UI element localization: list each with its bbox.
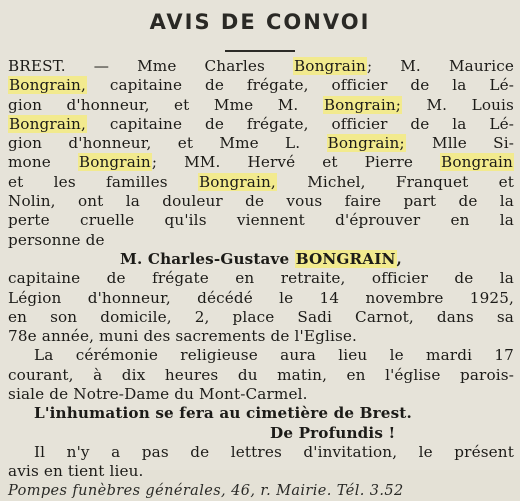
highlighted-name: Bongrain,	[9, 76, 86, 95]
text-line-2: Bongrain, capitaine de frégate, officier de la Lé-	[9, 76, 514, 95]
text-line-12: capitaine de frégate en retraite, officier de la	[8, 269, 514, 288]
de-profundis-line: De Profundis !	[270, 423, 396, 442]
title-divider	[225, 50, 295, 52]
text-line-13: Légion d'honneur, décédé le 14 novembre 1925,	[8, 288, 514, 307]
text-line-5: gion d'honneur, et Mme L. Bongrain; Mlle Si-	[8, 134, 515, 153]
text-line-15: 78e année, muni des sacrements de l'Eglise.	[8, 327, 358, 346]
burial-line: L'inhumation se fera au cimetière de Brest.	[34, 404, 412, 423]
text-line-10: personne de	[8, 230, 105, 249]
notice-body	[8, 57, 514, 501]
highlighted-name: Bongrain;	[323, 95, 402, 114]
text-line-18: siale de Notre-Dame du Mont-Carmel.	[8, 385, 308, 404]
highlighted-name: Bongrain,	[9, 114, 86, 133]
text-line-7: et les familles Bongrain, Michel, Franquet et	[8, 172, 515, 191]
text-line-1: BREST. — Mme Charles Bongrain; M. Maurice	[8, 57, 514, 75]
highlighted-name: Bongrain,	[198, 172, 276, 191]
text-line-3: gion d'honneur, et Mme M. Bongrain; M. Louis	[8, 95, 515, 114]
highlighted-name: Bongrain	[441, 153, 513, 172]
text-line-14: en son domicile, 2, place Sadi Carnot, dans sa	[8, 307, 514, 326]
text-line-9: perte cruelle qu'ils viennent d'éprouver en la	[8, 211, 514, 230]
funeral-home-footer: Pompes funèbres générales, 46, r. Mairie. Tél. 3.52	[8, 482, 404, 499]
highlighted-name: Bongrain;	[327, 134, 405, 153]
text-line-4: Bongrain, capitaine de frégate, officier de la Lé-	[9, 114, 514, 133]
text-line-6: mone Bongrain; MM. Hervé et Pierre Bongrain	[8, 153, 513, 172]
text-line-16: La cérémonie religieuse aura lieu le mardi 17	[34, 346, 514, 365]
highlighted-name: BONGRAIN	[295, 249, 396, 268]
deceased-name-line: M. Charles-Gustave BONGRAIN,	[120, 249, 402, 268]
highlighted-name: Bongrain	[293, 57, 366, 75]
highlighted-name: Bongrain	[78, 153, 151, 172]
text-line-17: courant, à dix heures du matin, en l'église parois-	[8, 365, 514, 384]
text-line-8: Nolin, ont la douleur de vous faire part de la	[8, 192, 514, 211]
text-line-22: avis en tient lieu.	[8, 462, 144, 481]
notice-title: AVIS DE CONVOI	[149, 10, 371, 34]
text-line-21: Il n'y a pas de lettres d'invitation, le présent	[34, 442, 514, 461]
